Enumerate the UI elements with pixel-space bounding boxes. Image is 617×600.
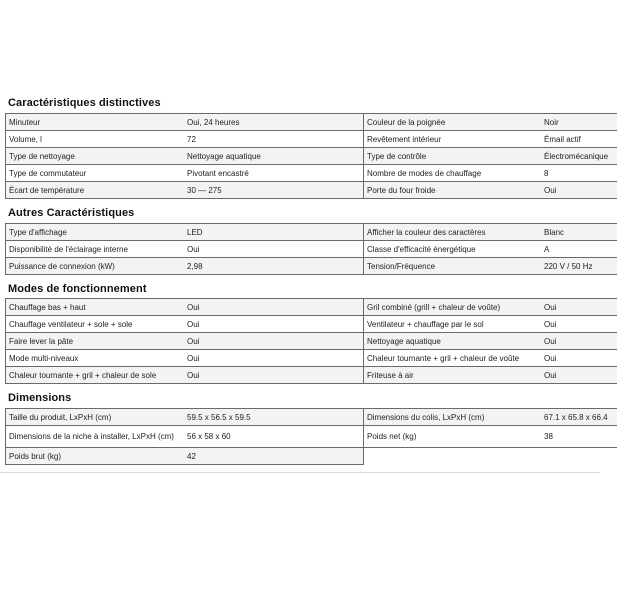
- spec-label: Chaleur tournante + gril + chaleur de voûte: [364, 350, 542, 367]
- spec-label: Poids net (kg): [364, 426, 542, 448]
- spec-value: Oui: [184, 241, 364, 258]
- spec-row: [6, 131, 617, 148]
- spec-label: Mode multi-niveaux: [6, 350, 185, 367]
- spec-label: Friteuse à air: [364, 367, 542, 384]
- spec-label: Couleur de la poignée: [364, 114, 542, 131]
- spec-row: [6, 367, 617, 384]
- spec-value: Oui: [541, 316, 617, 333]
- spec-value: Nettoyage aquatique: [184, 148, 364, 165]
- spec-label: Dimensions de la niche à installer, LxPxH (cm): [6, 426, 185, 448]
- spec-label: Nettoyage aquatique: [364, 333, 542, 350]
- spec-label: Type de nettoyage: [6, 148, 185, 165]
- bottom-divider: [0, 472, 600, 473]
- spec-table: [5, 113, 617, 199]
- spec-label: Minuteur: [6, 114, 185, 131]
- spec-value: 220 V / 50 Hz: [541, 258, 617, 275]
- spec-value: Oui: [541, 367, 617, 384]
- spec-label: Tension/Fréquence: [364, 258, 542, 275]
- spec-row: [6, 316, 617, 333]
- spec-row: [6, 409, 617, 426]
- spec-value: 30 — 275: [184, 182, 364, 199]
- spec-row: [6, 148, 617, 165]
- spec-row: [6, 426, 617, 448]
- spec-label: Disponibilité de l'éclairage interne: [6, 241, 185, 258]
- spec-label: Écart de température: [6, 182, 185, 199]
- spec-label: Puissance de connexion (kW): [6, 258, 185, 275]
- spec-label: Afficher la couleur des caractères: [364, 224, 542, 241]
- spec-value: Oui: [541, 182, 617, 199]
- section-title: Autres Caractéristiques: [8, 207, 135, 219]
- spec-label: Chauffage bas + haut: [6, 299, 185, 316]
- spec-value: A: [541, 241, 617, 258]
- section-title: Caractéristiques distinctives: [8, 97, 161, 109]
- spec-value: Pivotant encastré: [184, 165, 364, 182]
- spec-label: Ventilateur + chauffage par le sol: [364, 316, 542, 333]
- spec-row: [6, 350, 617, 367]
- spec-value: Oui: [541, 350, 617, 367]
- spec-value: 56 x 58 x 60: [184, 426, 364, 448]
- spec-label: Chauffage ventilateur + sole + sole: [6, 316, 185, 333]
- spec-row: [6, 165, 617, 182]
- section-title: Modes de fonctionnement: [8, 283, 147, 295]
- spec-label: Revêtement intérieur: [364, 131, 542, 148]
- spec-label: Dimensions du colis, LxPxH (cm): [364, 409, 542, 426]
- spec-value: Noir: [541, 114, 617, 131]
- spec-value: Blanc: [541, 224, 617, 241]
- spec-label: Volume, l: [6, 131, 185, 148]
- spec-row: [6, 114, 617, 131]
- spec-label: Chaleur tournante + gril + chaleur de sole: [6, 367, 185, 384]
- spec-label: Type de commutateur: [6, 165, 185, 182]
- spec-value: Oui: [184, 333, 364, 350]
- spec-table: [5, 298, 617, 384]
- spec-label: Classe d'efficacité énergétique: [364, 241, 542, 258]
- spec-label: Faire lever la pâte: [6, 333, 185, 350]
- spec-value: Oui: [184, 350, 364, 367]
- spec-row: [6, 299, 617, 316]
- spec-row: [6, 241, 617, 258]
- spec-value: 67.1 x 65.8 x 66.4: [541, 409, 617, 426]
- spec-label: Taille du produit, LxPxH (cm): [6, 409, 185, 426]
- spec-value: LED: [184, 224, 364, 241]
- spec-value: 8: [541, 165, 617, 182]
- empty-cell: [364, 448, 617, 465]
- spec-value: 38: [541, 426, 617, 448]
- spec-label: Type de contrôle: [364, 148, 542, 165]
- spec-table: [5, 408, 617, 465]
- spec-value: 2,98: [184, 258, 364, 275]
- spec-value: Oui: [541, 299, 617, 316]
- spec-value: Oui: [184, 367, 364, 384]
- spec-value: Électromécanique: [541, 148, 617, 165]
- spec-label: Gril combiné (grill + chaleur de voûte): [364, 299, 542, 316]
- spec-value: 72: [184, 131, 364, 148]
- spec-value: Émail actif: [541, 131, 617, 148]
- spec-label: Nombre de modes de chauffage: [364, 165, 542, 182]
- spec-label: Poids brut (kg): [6, 448, 185, 465]
- spec-value: Oui: [184, 316, 364, 333]
- spec-row: [6, 333, 617, 350]
- spec-value: Oui: [184, 299, 364, 316]
- spec-row: [6, 258, 617, 275]
- section-title: Dimensions: [8, 392, 72, 404]
- spec-value: 42: [184, 448, 364, 465]
- spec-label: Type d'affichage: [6, 224, 185, 241]
- spec-row: [6, 448, 617, 465]
- spec-value: Oui, 24 heures: [184, 114, 364, 131]
- spec-value: 59.5 x 56.5 x 59.5: [184, 409, 364, 426]
- spec-label: Porte du four froide: [364, 182, 542, 199]
- spec-table: [5, 223, 617, 275]
- spec-row: [6, 182, 617, 199]
- spec-row: [6, 224, 617, 241]
- spec-value: Oui: [541, 333, 617, 350]
